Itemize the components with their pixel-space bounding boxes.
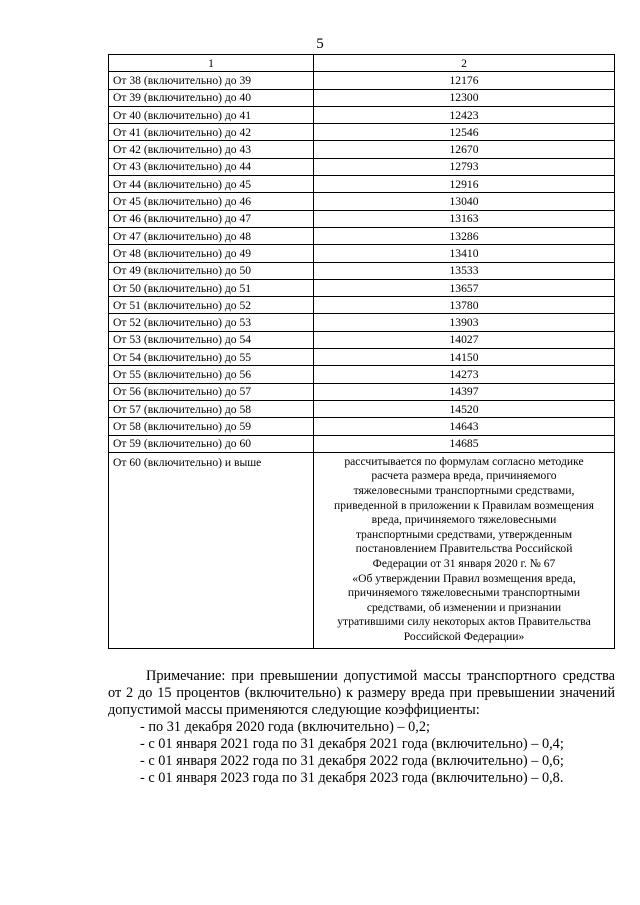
row-value: 13163 — [314, 210, 615, 227]
row-range: От 40 (включительно) до 41 — [109, 106, 314, 123]
table-row — [109, 210, 615, 227]
coefficient-item: - по 31 декабря 2020 года (включительно) – 0,2; — [140, 719, 430, 735]
row-range: От 54 (включительно) до 55 — [109, 349, 314, 366]
row-range: От 57 (включительно) до 58 — [109, 400, 314, 417]
row-value: 12546 — [314, 124, 615, 141]
note-block — [108, 668, 615, 787]
formula-line: Федерации от 31 января 2020 г. № 67 — [372, 556, 556, 570]
coefficient-item: - с 01 января 2022 года по 31 декабря 2022 года (включительно) – 0,6; — [140, 753, 564, 769]
formula-line: расчета размера вреда, причиняемого — [371, 469, 557, 483]
table-row — [109, 435, 615, 452]
row-value: 14643 — [314, 418, 615, 435]
coefficient-item: - с 01 января 2021 года по 31 декабря 2021 года (включительно) – 0,4; — [140, 736, 564, 752]
row-value: 13903 — [314, 314, 615, 331]
coefficient-item: - с 01 января 2023 года по 31 декабря 2023 года (включительно) – 0,8. — [140, 770, 564, 786]
row-value: 12423 — [314, 106, 615, 123]
formula-line: утратившими силу некоторых актов Правительства — [337, 615, 591, 629]
formula-line: постановлением Правительства Российской — [355, 542, 573, 556]
coefficient-list — [108, 719, 615, 787]
formula-line: «Об утверждении Правил возмещения вреда, — [352, 571, 576, 585]
table-row — [109, 245, 615, 262]
table-row — [109, 193, 615, 210]
table-row — [109, 89, 615, 106]
row-range: От 56 (включительно) до 57 — [109, 383, 314, 400]
table-row — [109, 262, 615, 279]
page-number: 5 — [316, 36, 324, 52]
row-range: От 43 (включительно) до 44 — [109, 158, 314, 175]
formula-line: вреда, причиняемого тяжеловесными — [371, 513, 557, 527]
row-range: От 39 (включительно) до 40 — [109, 89, 314, 106]
row-range: От 60 (включительно) и выше — [109, 452, 314, 648]
formula-line: Российской Федерации» — [403, 629, 525, 643]
row-value: 14027 — [314, 331, 615, 348]
row-range: От 46 (включительно) до 47 — [109, 210, 314, 227]
formula-line: тяжеловесными транспортными средствами, — [353, 484, 575, 498]
table-row — [109, 227, 615, 244]
row-value: 14150 — [314, 349, 615, 366]
row-value: 13780 — [314, 297, 615, 314]
row-range: От 51 (включительно) до 52 — [109, 297, 314, 314]
table-body — [109, 72, 615, 648]
row-range: От 42 (включительно) до 43 — [109, 141, 314, 158]
row-value: 14685 — [314, 435, 615, 452]
row-range: От 45 (включительно) до 46 — [109, 193, 314, 210]
row-value: 12916 — [314, 176, 615, 193]
row-range: От 50 (включительно) до 51 — [109, 279, 314, 296]
table-row — [109, 314, 615, 331]
table-row — [109, 279, 615, 296]
row-value: 12670 — [314, 141, 615, 158]
row-range: От 49 (включительно) до 50 — [109, 262, 314, 279]
row-range: От 48 (включительно) до 49 — [109, 245, 314, 262]
row-value: 12793 — [314, 158, 615, 175]
row-value: 13657 — [314, 279, 615, 296]
table-row — [109, 297, 615, 314]
column-header-1: 1 — [109, 55, 314, 72]
formula-description — [314, 452, 615, 648]
row-value: 12176 — [314, 72, 615, 89]
table-row — [109, 383, 615, 400]
table-row — [109, 124, 615, 141]
column-header-2: 2 — [314, 55, 615, 72]
row-range: От 53 (включительно) до 54 — [109, 331, 314, 348]
table-row — [109, 349, 615, 366]
row-range: От 44 (включительно) до 45 — [109, 176, 314, 193]
table-row — [109, 331, 615, 348]
table-row-last — [109, 452, 615, 648]
table-row — [109, 418, 615, 435]
row-range: От 41 (включительно) до 42 — [109, 124, 314, 141]
formula-line: причиняемого тяжеловесными транспортными — [347, 586, 581, 600]
row-value: 12300 — [314, 89, 615, 106]
row-range: От 55 (включительно) до 56 — [109, 366, 314, 383]
table-row — [109, 141, 615, 158]
table-header-row — [109, 55, 615, 72]
row-value: 14397 — [314, 383, 615, 400]
row-value: 13410 — [314, 245, 615, 262]
row-range: От 52 (включительно) до 53 — [109, 314, 314, 331]
table-row — [109, 158, 615, 175]
row-value: 14520 — [314, 400, 615, 417]
formula-line: транспортными средствами, утвержденным — [355, 527, 573, 541]
rates-table — [108, 54, 615, 649]
row-value: 14273 — [314, 366, 615, 383]
table-row — [109, 400, 615, 417]
formula-line: средствами, об изменении и признании — [366, 600, 562, 614]
row-range: От 58 (включительно) до 59 — [109, 418, 314, 435]
row-range: От 59 (включительно) до 60 — [109, 435, 314, 452]
row-range: От 47 (включительно) до 48 — [109, 227, 314, 244]
formula-line: рассчитывается по формулам согласно методике — [344, 454, 584, 468]
note-paragraph: Примечание: при превышении допустимой массы транспортного средства от 2 до 15 процентов (включительно) к размеру вреда при превышении значений допустимой массы применяются следующие коэффициенты: — [108, 668, 615, 718]
table-row — [109, 176, 615, 193]
row-value: 13533 — [314, 262, 615, 279]
row-value: 13286 — [314, 227, 615, 244]
row-range: От 38 (включительно) до 39 — [109, 72, 314, 89]
table-row — [109, 72, 615, 89]
formula-line: приведенной в приложении к Правилам возмещения — [334, 498, 594, 512]
row-value: 13040 — [314, 193, 615, 210]
table-row — [109, 106, 615, 123]
table-row — [109, 366, 615, 383]
